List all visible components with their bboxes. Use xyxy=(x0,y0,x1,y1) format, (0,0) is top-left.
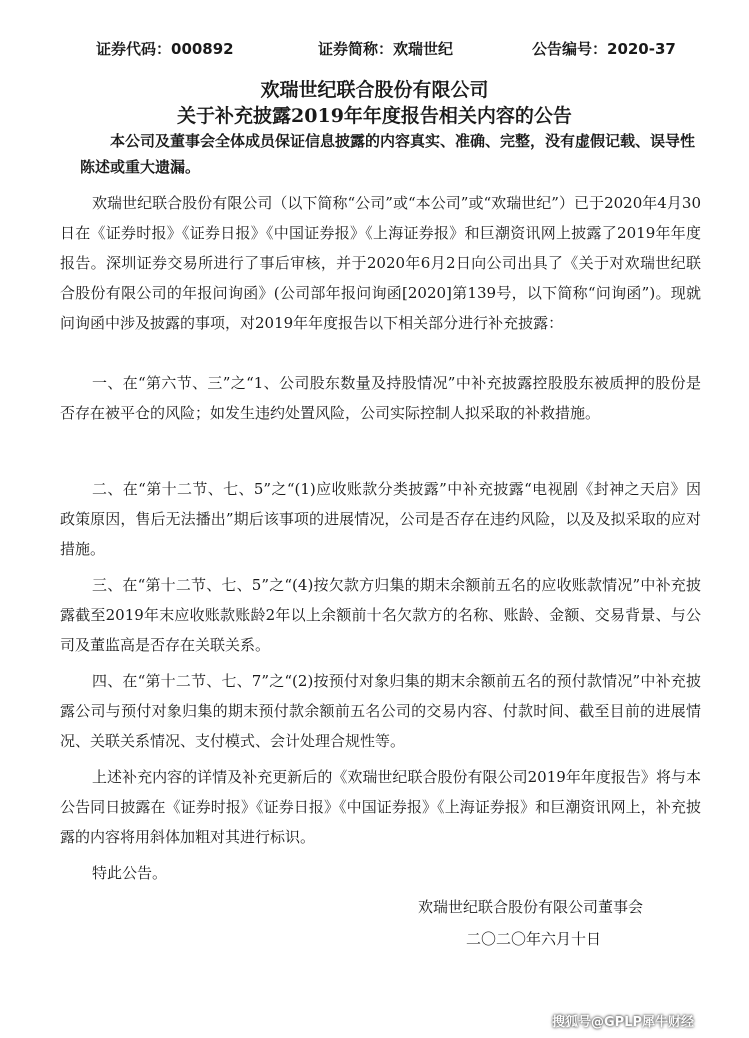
paragraph-item-4: 四、在“第十二节、七、7”之“(2)按预付对象归集的期末余额前五名的预付款情况”中补充披露公司与预付对象归集的期末预付款余额前五名公司的交易内容、付款时间、截至目前的进展情况、关联关系情况、支付模式、会计处理合规性等。 xyxy=(60,672,701,750)
paragraph-closing: 特此公告。 xyxy=(92,864,168,882)
paragraph-item-2: 二、在“第十二节、七、5”之“(1)应收账款分类披露”中补充披露“电视剧《封神之天启》因政策原因，售后无法播出”期后该事项的进展情况，公司是否存在违约风险，以及及拟采取的应对措施。 xyxy=(60,480,701,558)
board-guarantee-statement: 本公司及董事会全体成员保证信息披露的内容真实、准确、完整，没有虚假记载、误导性陈述或重大遗漏。 xyxy=(80,132,696,176)
header-row xyxy=(96,38,676,60)
stock-code: 证券代码：000892 xyxy=(96,40,234,58)
source-watermark: 搜狐号@GPLP犀牛财经 xyxy=(552,1015,695,1030)
company-title: 欢瑞世纪联合股份有限公司 xyxy=(260,79,489,101)
paragraph-item-3: 三、在“第十二节、七、5”之“(4)按欠款方归集的期末余额前五名的应收账款情况”中补充披露截至2019年末应收账款账龄2年以上余额前十名欠款方的名称、账龄、金额、交易背景、与公司及董监高是否存在关联关系。 xyxy=(60,576,701,654)
signature-organization: 欢瑞世纪联合股份有限公司董事会 xyxy=(418,898,644,916)
paragraph-summary: 上述补充内容的详情及补充更新后的《欢瑞世纪联合股份有限公司2019年年度报告》将与本公告同日披露在《证券时报》《证券日报》《中国证券报》《上海证券报》和巨潮资讯网上，补充披露的内容将用斜体加粗对其进行标识。 xyxy=(60,768,701,846)
signature-date: 二〇二〇年六月十日 xyxy=(466,930,602,948)
paragraph-intro: 欢瑞世纪联合股份有限公司（以下简称“公司”或“本公司”或“欢瑞世纪”）已于2020年4月30日在《证券时报》《证券日报》《中国证券报》《上海证券报》和巨潮资讯网上披露了2019年年度报告。深圳证券交易所进行了事后审核，并于2020年6月2日向公司出具了《关于对欢瑞世纪联合股份有限公司的年报问询函》(公司部年报问询函[2020]第139号，以下简称“问询函”)。现就问询函中涉及披露的事项，对2019年年度报告以下相关部分进行补充披露： xyxy=(60,194,701,332)
paragraph-item-1: 一、在“第六节、三”之“1、公司股东数量及持股情况”中补充披露控股股东被质押的股份是否存在被平仓的风险；如发生违约处置风险，公司实际控制人拟采取的补救措施。 xyxy=(60,374,701,422)
stock-abbreviation: 证券简称：欢瑞世纪 xyxy=(318,40,454,58)
announcement-number: 公告编号：2020-37 xyxy=(532,40,676,58)
announcement-title: 关于补充披露2019年年度报告相关内容的公告 xyxy=(177,105,572,127)
